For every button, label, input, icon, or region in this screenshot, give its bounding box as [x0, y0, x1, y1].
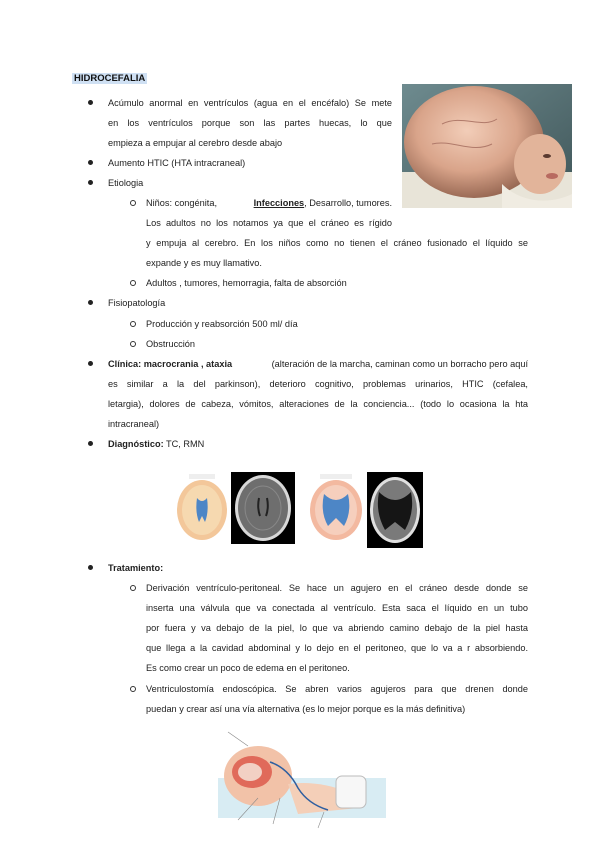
- normal-brain-diagram: [175, 472, 229, 542]
- ninos-line-1: [146, 197, 392, 209]
- hydrocephalus-infant-photo: [402, 84, 572, 208]
- ninos-line-2: Los adultos no los notamos ya que el cráneo es rígido: [146, 218, 392, 228]
- clinica-bold-terms: macrocrania , ataxia: [143, 359, 233, 369]
- hydrocephalus-ct-scan: [367, 472, 423, 548]
- shunt-illustration-graphic: [218, 728, 386, 840]
- ct-scan-icon: [231, 472, 295, 544]
- derivacion-line-4: que llega a la cavidad abdominal y lo dejo en el peritoneo, que lo va a r absorbiendo.: [146, 643, 528, 653]
- ninos-line-3: y empuja al cerebro. En los niños como no tienen el cráneo fusionado el líquido se: [146, 238, 528, 248]
- bullet-icon: [88, 300, 93, 305]
- ninos-line-4: expande y es muy llamativo.: [146, 258, 262, 268]
- diagnostico-label: Diagnóstico:: [108, 439, 164, 449]
- page-title: HIDROCEFALIA: [74, 73, 146, 84]
- ventriculostomia-line-2: puedan y crear así una vía alternativa (es lo mejor porque es la más definitiva): [146, 704, 466, 714]
- normal-ct-scan: [231, 472, 295, 544]
- infant-photo-graphic: [402, 84, 572, 208]
- derivacion-line-3: por fuera y va debajo de la piel, lo que va abriendo camino debajo de la piel hasta: [146, 623, 528, 633]
- brain-diagram-icon: [308, 472, 364, 542]
- clinica-line-3: letargia), dolores de cabeza, vómitos, alteraciones de la conciencia... (todo lo ocasiona la hta: [108, 399, 528, 409]
- bullet-icon: [88, 100, 93, 105]
- fisiopatologia-sub-2: Obstrucción: [146, 339, 196, 349]
- tratamiento-label: [108, 562, 163, 574]
- bullet-icon: [88, 565, 93, 570]
- aumento-item: Aumento HTIC (HTA intracraneal): [108, 158, 246, 168]
- clinica-line-1-rest: (alteración de la marcha, caminan como un borracho pero aquí: [271, 359, 528, 369]
- brain-diagram-icon: [175, 472, 229, 542]
- hydrocephalus-brain-diagram: [308, 472, 364, 542]
- adultos-item: Adultos , tumores, hemorragia, falta de absorción: [146, 278, 347, 288]
- ventriculostomia-line-1: Ventriculostomía endoscópica. Se abren varios agujeros para que drenen donde: [146, 684, 528, 694]
- tratamiento-label-text: Tratamiento:: [108, 563, 164, 573]
- clinica-line-4: intracraneal): [108, 419, 160, 429]
- sub-bullet-icon: [130, 280, 136, 286]
- bullet-icon: [88, 441, 93, 446]
- ct-scan-icon: [367, 472, 423, 548]
- acumulo-line-2: en los ventrículos porque son las partes huecas, lo que: [108, 118, 392, 128]
- sub-bullet-icon: [130, 585, 136, 591]
- bullet-icon: [88, 160, 93, 165]
- acumulo-line-1: Acúmulo anormal en ventrículos (agua en el encéfalo) Se mete: [108, 98, 392, 108]
- acumulo-line-3: empieza a empujar al cerebro desde abajo: [108, 138, 283, 148]
- bullet-icon: [88, 361, 93, 366]
- ninos-rest: , Desarrollo, tumores.: [304, 198, 392, 208]
- derivacion-line-1: Derivación ventrículo-peritoneal. Se hace un agujero en el cráneo desde donde se: [146, 583, 528, 593]
- diagnostico-value: TC, RMN: [166, 439, 205, 449]
- sub-bullet-icon: [130, 200, 136, 206]
- diagnostico-item: [108, 438, 204, 450]
- derivacion-line-5: Es como crear un poco de edema en el peritoneo.: [146, 663, 350, 673]
- ventriculoperitoneal-shunt-illustration: [218, 728, 386, 840]
- sub-bullet-icon: [130, 341, 136, 347]
- clinica-label: Clínica:: [108, 359, 142, 369]
- clinica-line-1: [108, 358, 528, 370]
- sub-bullet-icon: [130, 686, 136, 692]
- etiologia-label: Etiologia: [108, 178, 144, 188]
- derivacion-line-2: inserta una válvula que va conectada al ventrículo. Esta saca el líquido en un tubo: [146, 603, 528, 613]
- ninos-congenita: Niños: congénita,: [146, 198, 217, 208]
- bullet-icon: [88, 180, 93, 185]
- fisiopatologia-sub-1: Producción y reabsorción 500 ml/ día: [146, 319, 298, 329]
- sub-bullet-icon: [130, 321, 136, 327]
- fisiopatologia-label: Fisiopatología: [108, 298, 166, 308]
- infecciones-term: Infecciones: [253, 198, 305, 208]
- clinica-line-2: es similar a la del parkinson), deterioro cognitivo, problemas urinarios, HTIC (cefalea,: [108, 379, 528, 389]
